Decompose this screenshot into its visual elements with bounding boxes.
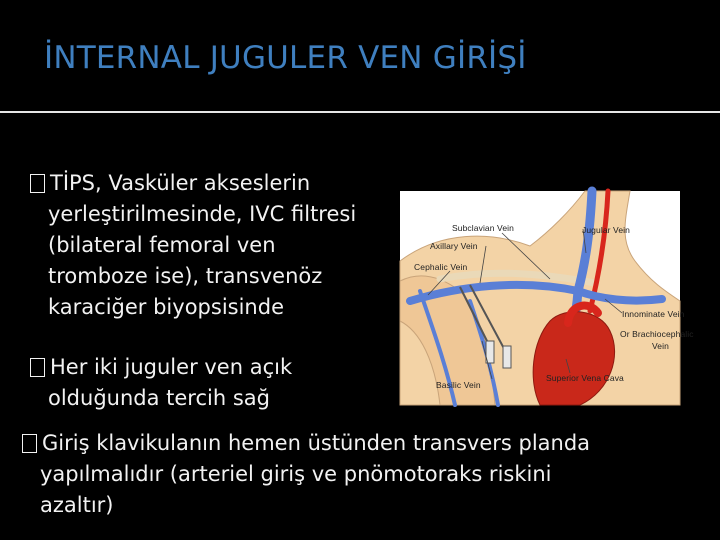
bullet-line: yerleştirilmesinde, IVC filtresi (48, 202, 357, 226)
bullet-line: karaciğer biyopsisinde (48, 295, 284, 319)
bullet-line: tromboze ise), transvenöz (48, 264, 323, 288)
label-superior-vena-cava: Superior Vena Cava (546, 373, 624, 383)
anatomy-illustration (400, 191, 680, 405)
bullet-right-preference (30, 352, 292, 414)
label-vein: Vein (652, 341, 669, 351)
label-basilic-vein: Basilic Vein (436, 380, 481, 390)
bullet-line: yapılmalıdır (arteriel giriş ve pnömotoraks riskini (40, 462, 552, 486)
bullet-marker (30, 174, 45, 193)
label-innominate-vein: Innominate Vein (622, 309, 685, 319)
label-brachiocephalic: Or Brachiocephalic (620, 329, 694, 339)
venous-anatomy-figure (400, 191, 694, 405)
bullet-tips-usage (30, 168, 356, 323)
bullet-line: TİPS, Vasküler akseslerin (50, 171, 311, 195)
bullet-line: azaltır) (40, 493, 114, 517)
label-subclavian-vein: Subclavian Vein (452, 223, 514, 233)
bullet-marker (30, 358, 45, 377)
bullet-line: Her iki juguler ven açık (50, 355, 293, 379)
label-axillary-vein: Axillary Vein (430, 241, 478, 251)
bullet-entry-technique (22, 428, 590, 521)
bullet-line: Giriş klavikulanın hemen üstünden transvers planda (42, 431, 591, 455)
bullet-line: (bilateral femoral ven (48, 233, 276, 257)
slide-title: İNTERNAL JUGULER VEN GİRİŞİ (44, 40, 527, 76)
title-divider (0, 111, 720, 113)
catheter-hub (503, 346, 511, 368)
bullet-marker (22, 434, 37, 453)
label-jugular-vein: Jugular Vein (582, 225, 630, 235)
bullet-line: olduğunda tercih sağ (48, 386, 270, 410)
label-cephalic-vein: Cephalic Vein (414, 262, 468, 272)
